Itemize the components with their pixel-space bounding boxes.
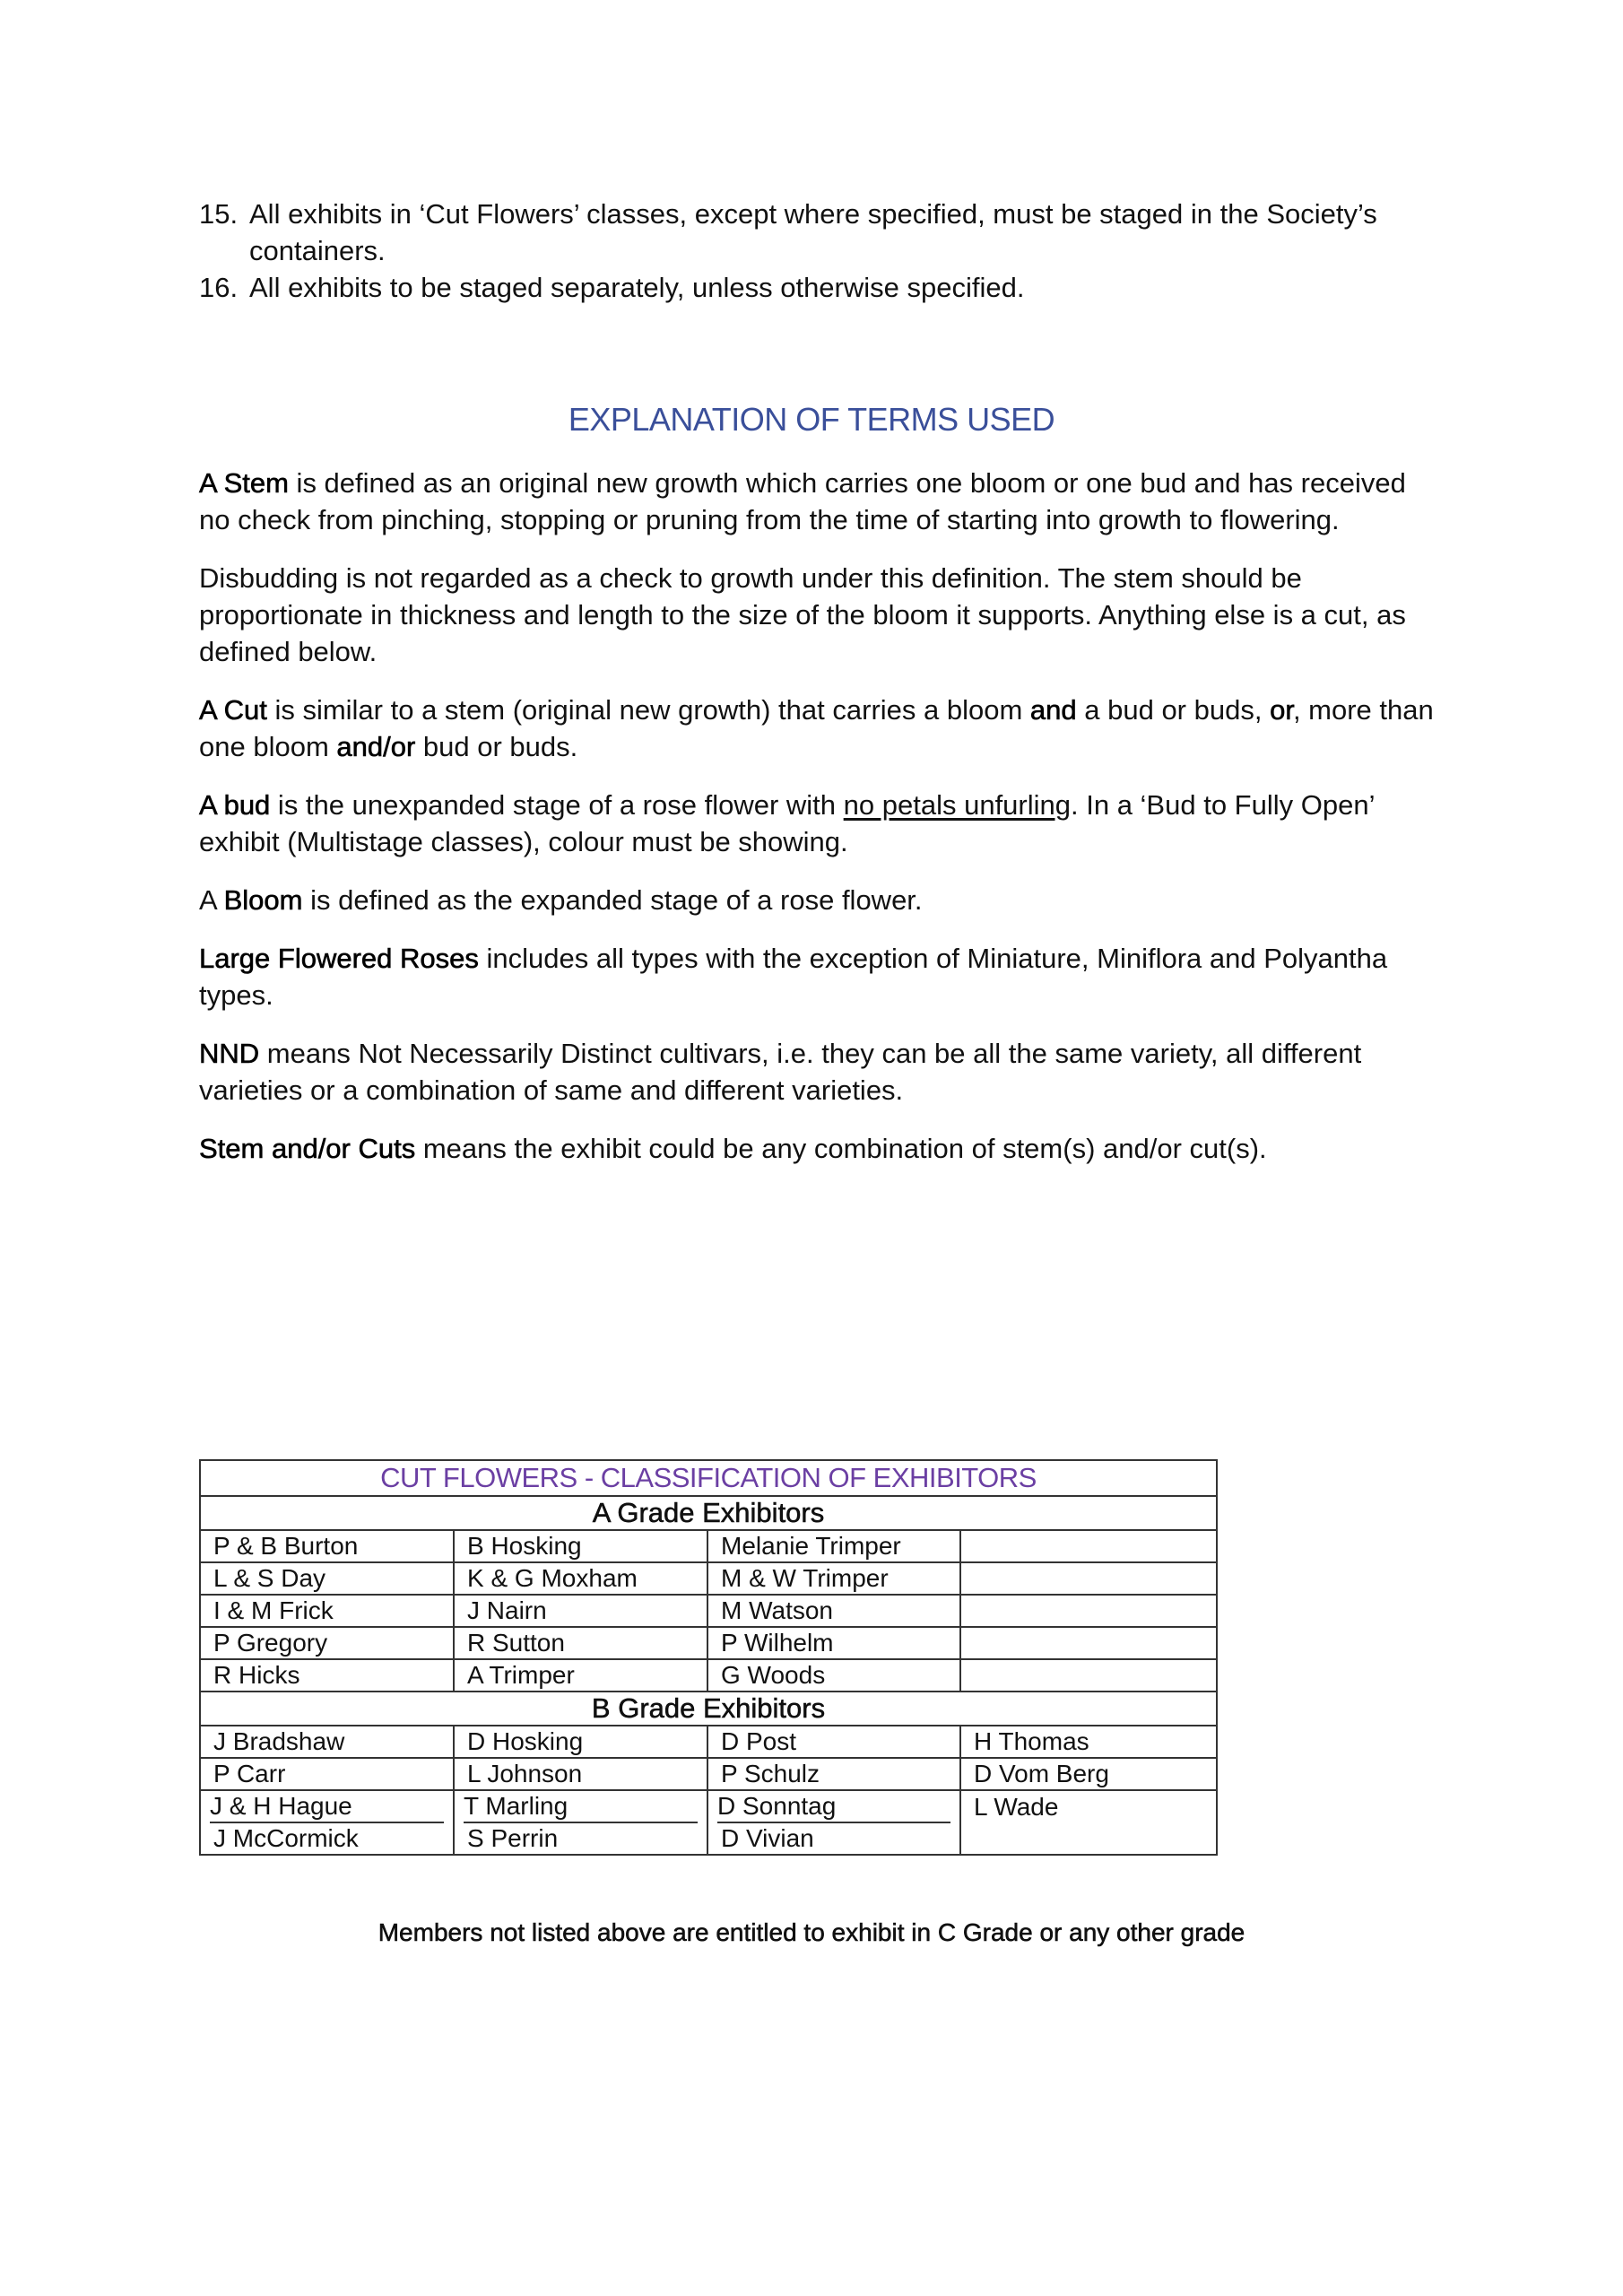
rule-text: All exhibits to be staged separately, unless otherwise specified. [249,272,1025,303]
exhibitor-cell: G Woods [707,1659,960,1692]
rule-number: 15. [199,198,239,230]
term-disbudding: Disbudding is not regarded as a check to growth under this definition. The stem should be proportionate in thickness and length to the size of the bloom it supports. Anything else is a cut, as defined below. [199,562,1406,667]
terms-section [199,465,1436,1188]
grade-header-row [200,1692,1217,1726]
term-stem [199,465,1436,538]
term-definition: is the unexpanded stage of a rose flower with [270,789,844,821]
exhibitor-cell [200,1790,454,1823]
term-label: Bloom [223,884,303,916]
emphasis-or: or [1270,694,1293,726]
exhibitor-cell: L Johnson [454,1758,707,1790]
table-title: CUT FLOWERS - CLASSIFICATION OF EXHIBITORS [200,1460,1217,1496]
exhibitor-cell: D Post [707,1726,960,1758]
underlined-phrase: no petals unfurling [843,789,1071,821]
exhibitor-cell: J McCormick [200,1823,454,1855]
exhibitor-cell [960,1627,1217,1659]
exhibitor-cell: P Gregory [200,1627,454,1659]
grade-label: B Grade Exhibitors [591,1692,826,1724]
term-nnd [199,1035,1436,1109]
term-large-flowered [199,940,1436,1013]
table-row [200,1726,1217,1758]
term-definition: a bud or buds, [1076,694,1271,726]
term-definition: is similar to a stem (original new growth) that carries a bloom [266,694,1030,726]
term-label: A Cut [199,694,267,726]
term-definition: means the exhibit could be any combination of stem(s) and/or cut(s). [415,1133,1267,1164]
exhibitor-name: D Sonntag [717,1791,950,1823]
exhibitor-cell: L Wade [960,1790,1217,1823]
term-label: Large Flowered Roses [199,943,479,974]
exhibitor-cell [960,1530,1217,1562]
exhibitor-cell: H Thomas [960,1726,1217,1758]
exhibitor-cell [707,1790,960,1823]
exhibitor-classification-table [199,1459,1218,1856]
exhibitor-cell: B Hosking [454,1530,707,1562]
term-definition: , more than one bloom [199,694,1434,762]
emphasis-andor: and/or [336,731,416,762]
rules-list [199,196,1454,306]
exhibitor-cell: D Vivian [707,1823,960,1855]
exhibitor-cell: L & S Day [200,1562,454,1595]
exhibitor-cell [960,1659,1217,1692]
exhibitor-cell: P Schulz [707,1758,960,1790]
term-cut [199,691,1436,765]
exhibitor-cell: R Sutton [454,1627,707,1659]
rule-number: 16. [199,272,239,303]
exhibitor-cell: K & G Moxham [454,1562,707,1595]
table-row [200,1790,1217,1823]
term-label: A Stem [199,467,289,499]
grade-label: A Grade Exhibitors [592,1497,825,1528]
b-grade-header [200,1692,1217,1726]
rule-item-16 [199,269,1454,306]
exhibitor-cell: J Nairn [454,1595,707,1627]
grade-header-row [200,1496,1217,1530]
term-definition: is defined as the expanded stage of a rose flower. [302,884,923,916]
rule-text: All exhibits in ‘Cut Flowers’ classes, except where specified, must be staged in the Society’s containers. [249,198,1377,266]
term-bloom [199,882,1436,918]
exhibitor-cell: J Bradshaw [200,1726,454,1758]
term-definition: . In a ‘Bud to Fully Open’ exhibit (Multistage classes), colour must be showing. [199,789,1375,857]
table-title-row [200,1460,1217,1496]
term-definition: is defined as an original new growth which carries one bloom or one bud and has received no check from pinching, stopping or pruning from the time of starting into growth to flowering. [199,467,1406,535]
exhibitor-cell: P Carr [200,1758,454,1790]
table-row [200,1530,1217,1562]
section-heading: EXPLANATION OF TERMS USED [568,401,1055,438]
exhibitor-cell: R Hicks [200,1659,454,1692]
exhibitor-cell: M Watson [707,1595,960,1627]
exhibitor-cell: S Perrin [454,1823,707,1855]
exhibitor-cell [960,1823,1217,1855]
table-row [200,1562,1217,1595]
exhibitor-cell: I & M Frick [200,1595,454,1627]
term-prefix: A [199,884,224,916]
exhibitor-name: J & H Hague [210,1791,444,1823]
table-row [200,1758,1217,1790]
exhibitor-cell: Melanie Trimper [707,1530,960,1562]
term-definition: bud or buds. [415,731,578,762]
table-row [200,1627,1217,1659]
emphasis-and: and [1029,694,1077,726]
term-bud [199,787,1436,860]
a-grade-header [200,1496,1217,1530]
table-row [200,1823,1217,1855]
exhibitor-name: T Marling [464,1791,698,1823]
exhibitor-cell: P Wilhelm [707,1627,960,1659]
term-label: Stem and/or Cuts [199,1133,416,1164]
table-row [200,1659,1217,1692]
exhibitor-cell [960,1562,1217,1595]
exhibitor-cell [960,1595,1217,1627]
exhibitor-cell: P & B Burton [200,1530,454,1562]
term-stem-cuts [199,1130,1436,1167]
exhibitor-cell [454,1790,707,1823]
term-label: NND [199,1038,260,1069]
term-definition: includes all types with the exception of Miniature, Miniflora and Polyantha types. [199,943,1388,1011]
exhibitor-cell: D Vom Berg [960,1758,1217,1790]
exhibitor-cell: A Trimper [454,1659,707,1692]
rule-item-15 [199,196,1454,269]
term-label: A bud [199,789,271,821]
table-footnote: Members not listed above are entitled to exhibit in C Grade or any other grade [378,1918,1245,1946]
term-definition: means Not Necessarily Distinct cultivars, i.e. they can be all the same variety, all different varieties or a combination of same and different varieties. [199,1038,1362,1106]
table-row [200,1595,1217,1627]
exhibitor-cell: D Hosking [454,1726,707,1758]
exhibitor-cell: M & W Trimper [707,1562,960,1595]
